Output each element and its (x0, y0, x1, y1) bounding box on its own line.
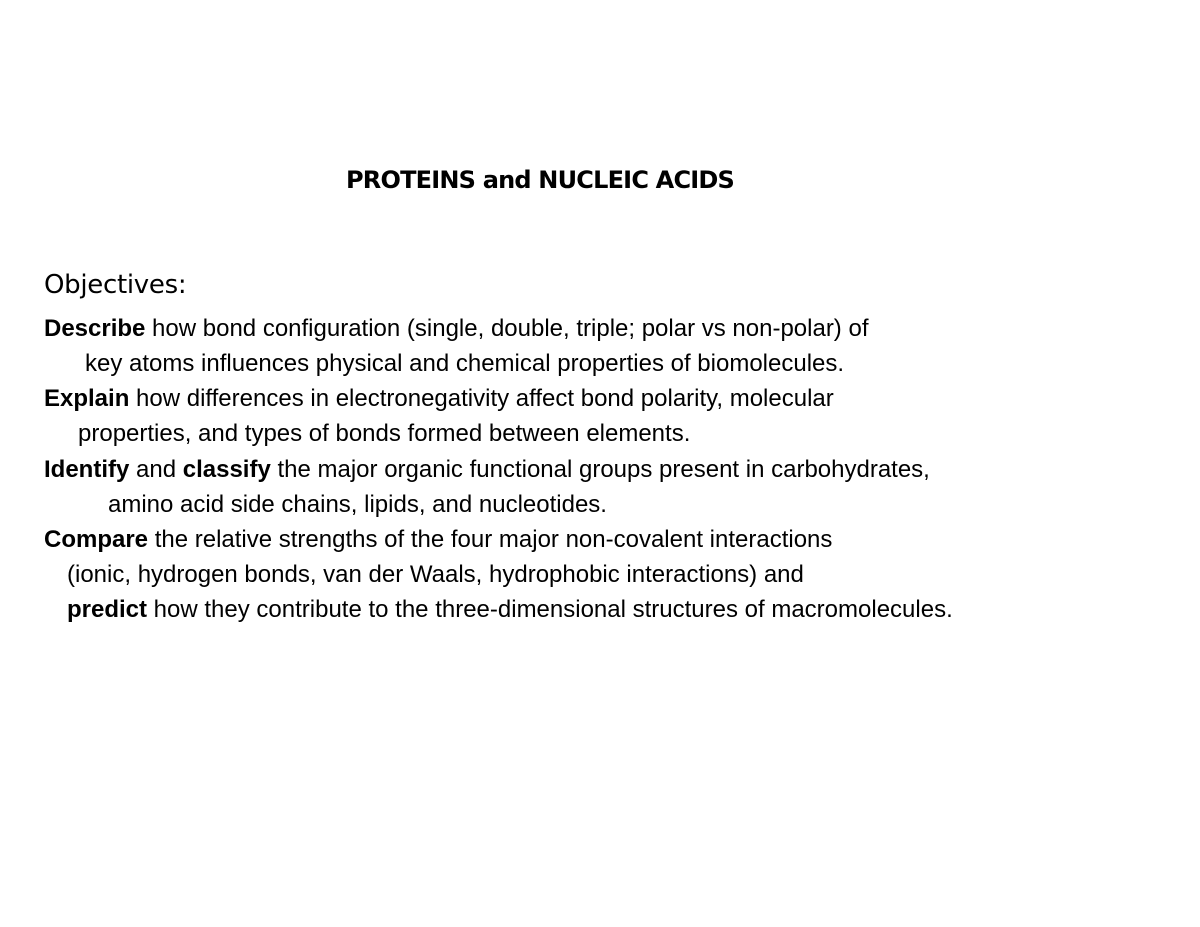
objective-text: how they contribute to the three-dimensional structures of macromolecules. (147, 596, 953, 623)
page-title: PROTEINS and NUCLEIC ACIDS (346, 166, 735, 194)
objective-text: key atoms influences physical and chemical properties of biomolecules. (85, 350, 845, 377)
objective-identify-line-1 (44, 458, 930, 482)
objective-text: properties, and types of bonds formed between elements. (78, 420, 691, 447)
objective-verb-compare: Compare (44, 526, 149, 553)
objective-text: amino acid side chains, lipids, and nucleotides. (108, 491, 607, 518)
objective-verb-describe: Describe (44, 315, 146, 342)
objective-verb-identify: Identify (44, 456, 130, 483)
objective-verb-explain: Explain (44, 385, 130, 412)
objectives-heading: Objectives: (44, 270, 187, 300)
objective-verb-classify: classify (182, 456, 271, 483)
objective-text: the relative strengths of the four major non-covalent interactions (148, 526, 833, 553)
objective-compare-line-2 (67, 563, 804, 587)
objective-text: how bond configuration (single, double, triple; polar vs non-polar) of (145, 315, 869, 342)
objective-text: (ionic, hydrogen bonds, van der Waals, hydrophobic interactions) and (67, 561, 804, 588)
objective-text: the major organic functional groups present in carbohydrates, (270, 456, 930, 483)
objective-explain-line-1 (44, 387, 834, 411)
objective-compare-line-1 (44, 528, 832, 552)
objective-describe-line-1 (44, 317, 868, 341)
objective-explain-line-2 (78, 422, 690, 446)
objective-verb-predict: predict (67, 596, 148, 623)
objective-describe-line-2 (85, 352, 844, 376)
objective-text: how differences in electronegativity affect bond polarity, molecular (129, 385, 834, 412)
objective-connector: and (129, 456, 183, 483)
objective-compare-line-3 (67, 598, 953, 622)
objective-identify-line-2 (108, 493, 607, 517)
